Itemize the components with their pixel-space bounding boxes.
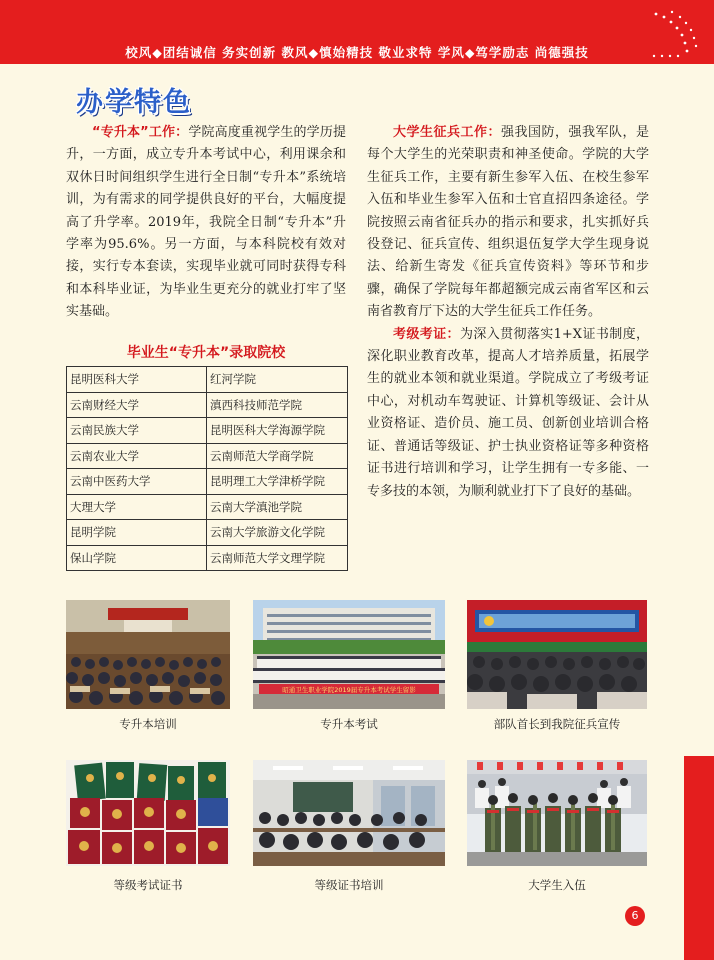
header-bar [0,0,714,64]
table-cell-right: 云南师范大学文理学院 [207,545,348,571]
table-row [67,443,348,469]
photo-certificate-training-class [253,760,445,866]
left-column [66,122,346,324]
photo-training-lecture-hall [66,600,230,709]
paragraph-body: 学院高度重视学生的学历提升，一方面，成立专升本考试中心，利用课余和双休日时间组织学生进行全日制“专升本”系统培训，为有需求的同学提供良好的平台，大幅度提高了升学率。2019年，我院全日制“专升本”升学率为95.6%。另一方面，与本科院校有效对接，实行专本套读，实现毕业就可同时获得专科和本科毕业证，为毕业生更充分的就业打牢了坚实基础。 [66,125,346,320]
table-cell-left: 云南财经大学 [67,392,207,418]
table-row [67,494,348,520]
header-motto: 校风◆团结诚信 务实创新 教风◆慎始精技 敬业求特 学风◆笃学励志 尚德强技 [125,45,589,60]
photo-exam-group [253,600,445,709]
photo-caption: 等级考试证书 [113,878,183,892]
table-cell-right: 云南大学滇池学院 [207,494,348,520]
paragraph-body: 强我国防，强我军队，是每个大学生的光荣职责和神圣使命。学院的大学生征兵工作，主要有新生参军入伍、在校生参军入伍和毕业生参军入伍和士官直招四条途径。学院按照云南省征兵办的指示和要求，扎实抓好兵役登记、征兵宣传、组织退伍复学大学生现身说法、给新生寄发《征兵宣传资料》等环节和步骤，确保了学院每年都超额完成云南省军区和云南省教育厅下达的大学生征兵工作任务。 [367,125,649,320]
admission-table [66,366,348,571]
table-cell-left: 昆明医科大学 [67,367,207,393]
table-cell-right: 云南师范大学商学院 [207,443,348,469]
section-title: 办学特色 [76,87,192,118]
table-title: 毕业生“专升本”录取院校 [126,345,286,361]
table-row [67,367,348,393]
photo-certificates [66,760,230,866]
paragraph-recruitment [367,122,649,324]
table-cell-right: 云南大学旅游文化学院 [207,520,348,546]
dot-arc-decoration [650,8,700,58]
photo-military-recruitment [467,600,647,709]
table-row [67,469,348,495]
right-column [367,122,649,503]
red-side-strip [684,756,714,960]
exam-banner-text: 昭通卫生职业学院2019届专升本考试学生留影 [282,686,416,694]
paragraph-body: 为深入贯彻落实1+X证书制度，深化职业教育改革，提高人才培养质量，拓展学生的就业本领和就业渠道。学院成立了考级考证中心，对机动车驾驶证、计算机等级证、会计从业资格证、造价员、施工员、创新创业培训合格证、普通话等级证、护士执业资格证等多种资格证书进行培训和学习，让学生拥有一专多能、一专多技的本领，为顺利就业打下了良好的基础。 [367,326,649,499]
table-cell-left: 云南中医药大学 [67,469,207,495]
photo-caption: 专升本培训 [119,717,177,731]
table-row [67,392,348,418]
photo-caption: 等级证书培训 [314,878,384,892]
table-cell-right: 昆明医科大学海源学院 [207,418,348,444]
table-cell-right: 滇西科技师范学院 [207,392,348,418]
table-row [67,545,348,571]
table-cell-left: 云南农业大学 [67,443,207,469]
paragraph-heading: “专升本”工作： [92,125,189,140]
photo-caption: 部队首长到我院征兵宣传 [493,717,621,731]
table-row [67,520,348,546]
table-cell-left: 云南民族大学 [67,418,207,444]
paragraph-heading: 大学生征兵工作： [393,125,501,140]
table-cell-left: 保山学院 [67,545,207,571]
photo-caption: 大学生入伍 [528,878,586,892]
table-cell-right: 红河学院 [207,367,348,393]
page-number: 6 [625,906,645,926]
table-cell-left: 大理大学 [67,494,207,520]
table-cell-left: 昆明学院 [67,520,207,546]
photo-caption: 专升本考试 [320,717,378,731]
paragraph-zhuanshengben [66,122,346,324]
paragraph-certification [367,324,649,503]
table-cell-right: 昆明理工大学津桥学院 [207,469,348,495]
table-row [67,418,348,444]
paragraph-heading: 考级考证： [393,326,460,342]
photo-students-enlist [467,760,647,866]
